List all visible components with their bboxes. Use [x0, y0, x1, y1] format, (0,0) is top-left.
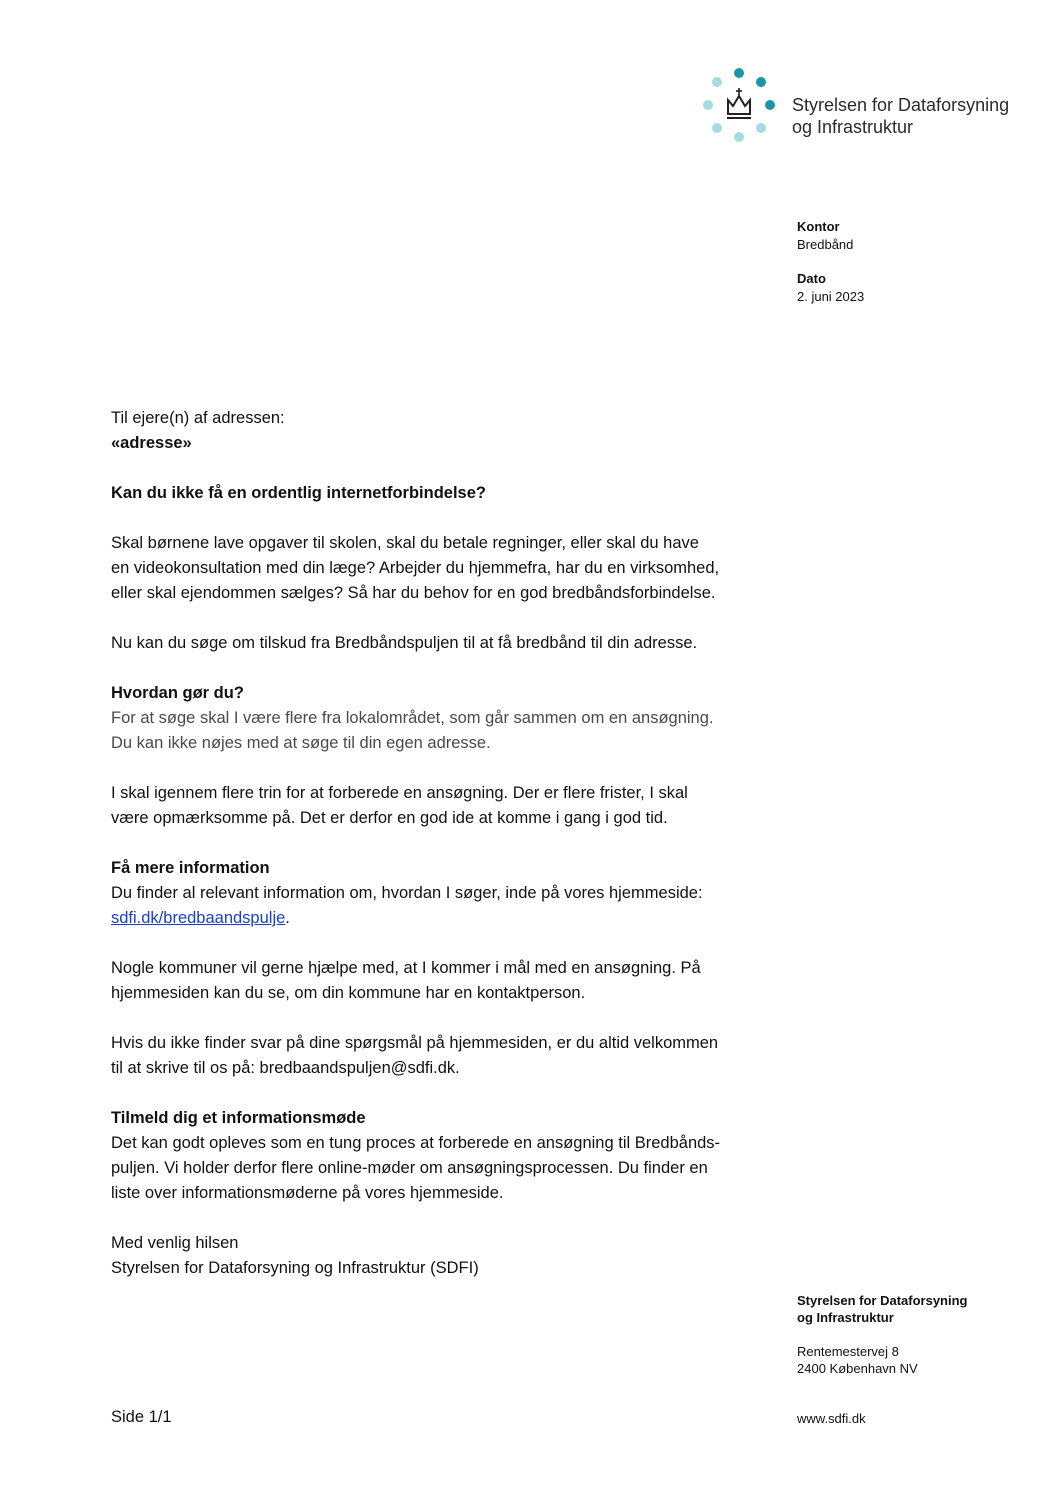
para8-line1: Det kan godt opleves som en tung proces at forberede en ansøgning til Bredbånds-	[111, 1134, 721, 1152]
address-field: «adresse»	[111, 434, 192, 452]
date-block	[797, 270, 864, 306]
page-number: Side 1/1	[111, 1408, 172, 1426]
para7-line2: til at skrive til os på: bredbaandspuljen@sdfi.dk.	[111, 1059, 460, 1077]
logo-org-line1: Styrelsen for Dataforsyning	[792, 95, 1010, 115]
para8-line2: puljen. Vi holder derfor flere online-møder om ansøgningsprocessen. Du finder en	[111, 1159, 708, 1177]
main-heading: Kan du ikke få en ordentlig internetforbindelse?	[111, 484, 486, 502]
para1-line3: eller skal ejendommen sælges? Så har du behov for en god bredbåndsforbindelse.	[111, 584, 716, 602]
logo-text	[792, 94, 1009, 138]
how-heading: Hvordan gør du?	[111, 684, 244, 702]
para6-line1: Nogle kommuner vil gerne hjælpe med, at I kommer i mål med en ansøgning. På	[111, 959, 701, 977]
footer-website[interactable]: www.sdfi.dk	[797, 1411, 866, 1426]
footer-city: 2400 København NV	[797, 1361, 918, 1376]
para4-line2: være opmærksomme på. Det er derfor en god ide at komme i gang i god tid.	[111, 809, 668, 827]
footer-org-line1: Styrelsen for Dataforsyning	[797, 1293, 968, 1308]
crown-dots-icon	[700, 66, 780, 146]
para4-line1: I skal igennem flere trin for at forberede en ansøgning. Der er flere frister, I skal	[111, 784, 688, 802]
para3-line1: For at søge skal I være flere fra lokalområdet, som går sammen om en ansøgning.	[111, 709, 714, 727]
meeting-heading: Tilmeld dig et informationsmøde	[111, 1109, 366, 1127]
recipient-line: Til ejere(n) af adressen:	[111, 409, 285, 427]
footer-address	[797, 1343, 918, 1377]
logo-org-line2: og Infrastruktur	[792, 117, 914, 137]
footer-org	[797, 1292, 968, 1326]
para6-line2: hjemmesiden kan du se, om din kommune har en kontaktperson.	[111, 984, 586, 1002]
info-heading: Få mere information	[111, 859, 270, 877]
office-block	[797, 218, 853, 254]
footer-org-line2: og Infrastruktur	[797, 1310, 894, 1325]
closing: Med venlig hilsen	[111, 1234, 239, 1252]
para8-line3: liste over informationsmøderne på vores hjemmeside.	[111, 1184, 504, 1202]
para7-line1: Hvis du ikke finder svar på dine spørgsmål på hjemmesiden, er du altid velkommen	[111, 1034, 719, 1052]
para5-line2	[111, 906, 771, 931]
para2: Nu kan du søge om tilskud fra Bredbåndspuljen til at få bredbånd til din adresse.	[111, 634, 698, 652]
para3-line2: Du kan ikke nøjes med at søge til din egen adresse.	[111, 734, 491, 752]
para1-line2: en videokonsultation med din læge? Arbejder du hjemmefra, har du en virksomhed,	[111, 559, 720, 577]
agency-logo	[700, 66, 1030, 146]
signature: Styrelsen for Dataforsyning og Infrastruktur (SDFI)	[111, 1259, 479, 1277]
para5-line1: Du finder al relevant information om, hvordan I søger, inde på vores hjemmeside:	[111, 884, 703, 902]
date-value: 2. juni 2023	[797, 289, 865, 304]
office-label: Kontor	[797, 219, 840, 234]
office-value: Bredbånd	[797, 237, 854, 252]
para5-period: .	[285, 909, 290, 927]
para1-line1: Skal børnene lave opgaver til skolen, skal du betale regninger, eller skal du have	[111, 534, 699, 552]
letter-body	[111, 406, 771, 1281]
footer-street: Rentemestervej 8	[797, 1344, 899, 1359]
website-link[interactable]: sdfi.dk/bredbaandspulje	[111, 909, 286, 927]
date-label: Dato	[797, 271, 826, 286]
